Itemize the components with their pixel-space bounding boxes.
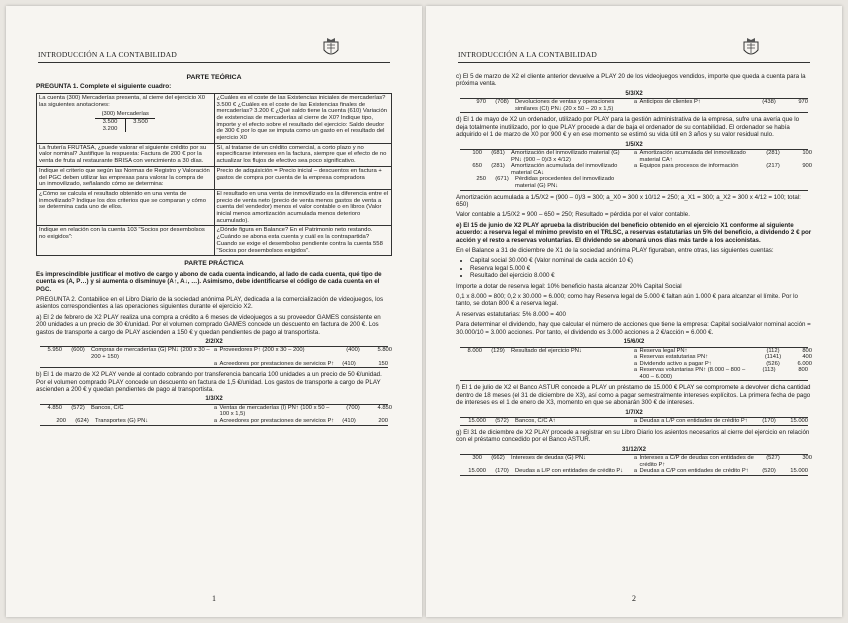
debit-amount: 650 <box>472 163 482 170</box>
debit-amount: 15.000 <box>468 418 486 425</box>
operation-b: b) El 1 de marzo de X2 PLAY vende al contado cobrando por transferencia bancaria 100 unidades a un precio de 50 €/unidad. Por el volumen comprado PLAY concede un descuento en factura de 1,5 €/unidad. Los gastos de transporte a cargo de PLAY ascienden a 200 € y quedan pendientes de pago al transportista. <box>36 371 382 393</box>
header-title: INTRODUCCIÓN A LA CONTABILIDAD <box>38 50 177 59</box>
operation-f: f) El 1 de julio de X2 el Banco ASTUR concede a PLAY un préstamo de 15.000 € PLAY se compromete a devolver dicha cantidad dentro de 18 meses (el 31 de diciembre de X3), así como a pagar semestralmente intereses explícitos. La primera fecha de pago de intereses es el 1 de enero de X3, momento en que se abonarán 300 € de intereses. <box>456 384 811 407</box>
table-row <box>37 93 392 143</box>
credit-account: Reservas estatutarias PN↑ <box>639 354 709 361</box>
credit-code: (400) <box>346 347 360 354</box>
credit-amount: 4.850 <box>377 404 392 411</box>
e-p4: Para determinar el dividendo, hay que calcular el número de acciones que tiene la empresa: Capital social/valor nominal acción = 30.000/10 = 3.000 acciones. Por tanto, el dividendo es 3.000 acciones a 2 €/acción = 6.000 €. <box>456 321 811 336</box>
connector: a <box>213 347 218 354</box>
right-content <box>456 70 812 479</box>
credit-account: Dividendo activo a pagar P↑ <box>639 360 712 367</box>
connector: a <box>633 454 638 461</box>
journal-entry-d <box>456 142 812 191</box>
table-row <box>456 163 812 176</box>
debit-code: (600) <box>71 347 85 354</box>
journal-entry-c <box>456 91 812 114</box>
connector: a <box>213 404 218 411</box>
table-row <box>40 418 388 426</box>
credit-code: (1141) <box>764 354 782 361</box>
credit-code: (527) <box>766 454 780 461</box>
credit-account: Anticipos de clientes P↑ <box>639 99 701 106</box>
connector: a <box>633 367 638 374</box>
theory-answer: ¿Cuáles es el coste de las Existencias iniciales de mercaderías? 3.500 € ¿Cuáles es el coste de las Existencias finales de mercaderías? 3.200 € ¿Qué saldo tiene la cuenta (610) Variación de existencias de mercaderías al cierre de X0? Indique tipo, importe y el efecto sobre el resultado del ejercicio: Saldo deudor de 300 € por lo que se imputa como un gasto en el resultado del ejercicio X0 <box>214 93 392 143</box>
credit-account: Acreedores por prestaciones de servicios P↑ <box>219 360 335 367</box>
list-item: • Resultado del ejercicio 8.000 € <box>470 272 812 279</box>
debit-code: (129) <box>491 347 505 354</box>
credit-amount: 800 <box>802 347 812 354</box>
connector: a <box>633 347 638 354</box>
credit-amount: 5.800 <box>377 347 392 354</box>
theory-table <box>36 93 392 256</box>
debit-account: Amortización del inmovilizado material (G) PN↓ (900 – 0)/3 x 4/12) <box>511 150 620 163</box>
t-account-debit: 3.500 <box>95 119 126 126</box>
table-row <box>460 468 808 476</box>
table-row <box>40 361 388 369</box>
connector: a <box>213 360 218 367</box>
entry-date: 5/3/X2 <box>460 91 808 99</box>
debit-account: Resultado del ejercicio PN↓ <box>511 347 582 354</box>
e-bullets <box>470 257 812 279</box>
debit-account: Pérdidas procedentes del inmovilizado material (G) PN↓ <box>515 176 615 189</box>
credit-amount: 150 <box>378 360 388 367</box>
credit-code: (217) <box>766 163 780 170</box>
journal-entry-f <box>456 410 812 426</box>
t-account-name: (300) Mercaderías <box>95 111 155 119</box>
journal-entry-a <box>36 339 392 368</box>
theory-question: Indique en relación con la cuenta 103 "Socios por desembolsos no exigidos": <box>37 226 215 256</box>
t-account-credit: 3.500 <box>133 118 148 125</box>
debit-account: Intereses de deudas (G) PN↓ <box>511 454 587 461</box>
connector: a <box>633 418 638 425</box>
credit-amount: 800 <box>798 367 808 374</box>
teoria-title: PARTE TEÓRICA <box>186 74 242 81</box>
theory-question: La cuenta (300) Mercaderías presenta, al cierre del ejercicio X0 las siguientes anotaciones: <box>39 94 206 108</box>
left-page <box>6 6 422 617</box>
operation-g: g) El 31 de diciembre de X2 PLAY procede a registrar en su Libro Diario los asientos necesarios al cierre del ejercicio en relación con el préstamo concedido por el Banco ASTUR. <box>456 428 810 444</box>
debit-code: (624) <box>75 417 89 424</box>
debit-code: (708) <box>495 99 509 106</box>
e-balance: En el Balance a 31 de diciembre de X1 de la sociedad anónima PLAY figuraban, entre otras, las siguientes cuentas: <box>456 247 774 255</box>
table-row <box>37 189 392 226</box>
table-row <box>36 347 392 360</box>
entry-date: 31/12/X2 <box>460 447 808 455</box>
entry-date: 15/6/X2 <box>460 339 808 347</box>
credit-code: (526) <box>766 360 780 367</box>
connector: a <box>633 99 638 106</box>
debit-code: (681) <box>491 150 505 157</box>
list-item: • Capital social 30.000 € (Valor nominal de cada acción 10 €) <box>470 257 812 264</box>
e-p3: A reservas estatutarias: 5% 8.000 = 400 <box>456 310 566 318</box>
table-row <box>456 361 812 368</box>
theory-answer: Sí, al tratarse de un crédito comercial, a corto plazo y no especificarse intereses en la factura, siempre que el efecto de no actualizar los flujos de efectivo sea poco significativo. <box>214 143 392 166</box>
right-page-header <box>458 40 810 63</box>
credit-code: (170) <box>762 418 776 425</box>
debit-code: (572) <box>71 404 85 411</box>
e-p2: 0,1 x 8.000 = 800; 0,2 x 30.000 = 6.000; como hay Reserva legal de 5.000 € faltan aún 1.000 € para alcanzar el límite. Por lo tanto, se dotan 800 € a reserva legal. <box>456 293 798 308</box>
theory-question: La frutería FRUTASA, ¿puede valorar el siguiente crédito por su valor nominal? Justifique la respuesta: Factura de 200 € por la venta de fruta al restaurante BRISA con vencimiento a 30 días. <box>37 143 215 166</box>
table-row <box>460 99 808 113</box>
table-row <box>456 150 812 163</box>
table-row <box>456 354 812 361</box>
pregunta-2: PREGUNTA 2. Contabilice en el Libro Diario de la sociedad anónima PLAY, dedicada a la comercialización de videojuegos, los asientos correspondientes a las operaciones siguientes durante el ejercicio X2. <box>36 295 384 311</box>
table-row <box>460 176 808 190</box>
debit-code: (662) <box>491 454 505 461</box>
credit-amount: 15.000 <box>790 418 808 425</box>
credit-account: Reservas voluntarias PN↑ (8.000 – 800 – 400 – 6.000) <box>639 367 746 380</box>
operation-c: c) El 5 de marzo de X2 el cliente anterior devuelve a PLAY 20 de los videojuegos vendidos, importe que queda a cuenta para la próxima venta. <box>456 73 806 88</box>
debit-amount: 300 <box>472 454 482 461</box>
operation-d: d) El 1 de mayo de X2 un ordenador, utilizado por PLAY para la gestión administrativa de la empresa, sufre una avería que lo deja totalmente inutilizado, por lo que PLAY procede a dar de baja el ordenador de su contabilidad. El ordenador se había adquirido el 1 de marzo de X0 por 900 € y en ese momento se estimó su vida útil en 3 años y su valor residual nulo. <box>456 116 800 139</box>
debit-account: Bancos, C/C A↑ <box>515 418 556 425</box>
debit-account: Transportes (G) PN↓ <box>95 417 149 424</box>
debit-amount: 100 <box>472 150 482 157</box>
table-row <box>456 455 812 468</box>
table-row <box>37 143 392 166</box>
credit-amount: 15.000 <box>790 468 808 475</box>
credit-amount: 900 <box>802 163 812 170</box>
credit-code: (113) <box>762 367 776 374</box>
entry-date: 1/3/X2 <box>40 396 388 404</box>
debit-code: (671) <box>495 176 509 183</box>
table-row <box>36 405 392 418</box>
credit-account: Equipos para procesos de información <box>639 163 739 170</box>
university-crest-icon <box>742 36 760 63</box>
connector: a <box>213 417 218 424</box>
connector: a <box>633 150 638 157</box>
debit-account: Deudas a L/P con entidades de crédito P↓ <box>515 468 624 475</box>
debit-amount: 15.000 <box>468 468 486 475</box>
operation-a: a) El 2 de febrero de X2 PLAY realiza una compra a crédito a 6 meses de videojuegos a su proveedor GAMES consistente en 200 unidades a un precio de 30 €/unidad. Por el volumen comprado GAMES concede un descuento en factura de 200 €. Los gastos de transporte a cargo de PLAY ascienden a 150 € y quedan pendientes de pago al transportista. <box>36 313 381 336</box>
credit-amount: 200 <box>378 417 388 424</box>
credit-account: Deudas a L/P con entidades de crédito P↑ <box>639 418 748 425</box>
theory-answer: El resultado en una venta de inmovilizado es la diferencia entre el precio de venta neto (precio de venta menos gastos de venta a cuenta del vendedor) menos el valor contable o en libros (Valor inicial menos amortización acumulada menos deterioro acumulado). <box>214 189 392 226</box>
e-p1: Importe a dotar de reserva legal: 10% beneficio hasta alcanzar 20% Capital Social <box>456 282 682 290</box>
credit-code: (410) <box>342 360 356 367</box>
connector: a <box>633 360 638 367</box>
theory-answer: ¿Dónde figura en Balance? En el Patrimonio neto restando. ¿Cuándo se abona esta cuenta y cuál es la contrapartida? Cuando se exige el desembolso pendiente contra la cuenta 558 "Socios por desembolsos exigidos". <box>214 226 392 256</box>
debit-amount: 8.000 <box>467 347 482 354</box>
entry-date: 2/2/X2 <box>40 339 388 347</box>
t-account <box>95 111 155 132</box>
practica-intro: Es imprescindible justificar el motivo de cargo y abono de cada cuenta indicando, al lado de cada cuenta, qué tipo de cuenta es (A, P…) y si aumenta o disminuye (A↑, A↓, …). Asimismo, debe identificarse el código de cada cuenta en el PGC. <box>36 270 382 293</box>
credit-amount: 400 <box>802 354 812 361</box>
debit-code: (170) <box>495 468 509 475</box>
credit-account: Deudas a C/P con entidades de crédito P↑ <box>639 468 749 475</box>
page-number: 2 <box>632 594 636 603</box>
operation-e: e) El 15 de junio de X2 PLAY aprueba la distribución del beneficio obtenido en el ejercicio X1 conforme al siguiente acuerdo: a reserva legal el mínimo previsto en el TRLSC, a reservas estatutarias un 5% del beneficio, a dividendo 2 € por acción y el resto a reservas voluntarias. El dividendo se abonará unos días más tarde a los accionistas. <box>456 221 812 244</box>
table-row <box>37 226 392 256</box>
calc-d-1: Amortización acumulada a 1/5/X2 = (900 – 0)/3 = 300; a_X0 = 300 x 10/12 = 250; a_X1 = 300; a_X2 = 300 x 4/12 = 100; total: 650) <box>456 193 801 208</box>
credit-account: Intereses a C/P de deudas con entidades de crédito P↑ <box>639 454 754 468</box>
university-crest-icon <box>322 36 340 63</box>
credit-amount: 100 <box>802 150 812 157</box>
debit-code: (572) <box>495 418 509 425</box>
debit-amount: 250 <box>476 176 486 183</box>
credit-amount: 970 <box>798 99 808 106</box>
practica-title: PARTE PRÁCTICA <box>184 260 244 268</box>
connector: a <box>633 163 638 170</box>
debit-amount: 200 <box>56 417 66 424</box>
credit-account: Amortización acumulada del inmovilizado material CA↑ <box>639 150 746 163</box>
debit-amount: 970 <box>476 99 486 106</box>
page-number: 1 <box>212 594 216 603</box>
connector: a <box>633 354 638 361</box>
entry-date: 1/7/X2 <box>460 410 808 418</box>
credit-amount: 6.000 <box>797 360 812 367</box>
credit-code: (410) <box>342 417 356 424</box>
credit-code: (281) <box>766 150 780 157</box>
journal-entry-b <box>36 396 392 425</box>
entry-date: 1/5/X2 <box>460 142 808 150</box>
credit-amount: 300 <box>802 454 812 461</box>
table-row <box>460 418 808 426</box>
table-row <box>37 166 392 189</box>
pregunta-1: PREGUNTA 1. Complete el siguiente cuadro: <box>36 83 172 91</box>
t-account-debit-2: 3.200 <box>95 126 126 133</box>
left-page-header <box>38 40 390 63</box>
credit-code: (520) <box>762 468 776 475</box>
theory-answer: Precio de adquisición = Precio inicial – descuentos en factura + gastos de compra por cuenta de la empresa compradora <box>214 166 392 189</box>
debit-account: Devoluciones de ventas y operaciones similares (CI) PN↓ (20 x 50 – 20 x 1,5) <box>515 99 615 112</box>
debit-amount: 5.950 <box>47 347 62 354</box>
calc-d-2: Valor contable a 1/5/X2 = 900 – 650 = 250; Resultado = pérdida por el valor contable. <box>456 211 690 219</box>
credit-code: (112) <box>766 347 780 354</box>
right-page <box>426 6 842 617</box>
debit-account: Amortización acumulada del inmovilizado material CA↓ <box>511 163 618 176</box>
debit-account: Bancos, C/C <box>91 404 124 411</box>
debit-code: (281) <box>491 163 505 170</box>
journal-entry-g <box>456 447 812 476</box>
table-row <box>460 367 808 381</box>
credit-account: Ventas de mercaderías (I) PN↑ (100 x 50 – 100 x 1,5) <box>219 404 330 418</box>
credit-account: Proveedores P↑ (200 x 30 – 200) <box>219 347 305 354</box>
journal-entry-e <box>456 339 812 381</box>
credit-code: (438) <box>762 99 776 106</box>
theory-question: Indique el criterio que según las Normas de Registro y Valoración del PGC deben utilizar las empresas para valorar la compra de un inmovilizado, señalando cómo se determina: <box>37 166 215 189</box>
credit-account: Reserva legal PN↑ <box>639 347 688 354</box>
debit-account: Compras de mercaderías (G) PN↓ (200 x 30 – 200 + 150) <box>91 347 210 360</box>
debit-amount: 4.850 <box>47 404 62 411</box>
left-content <box>36 72 392 429</box>
connector: a <box>633 468 638 475</box>
list-item: • Reserva legal 5.000 € <box>470 265 812 272</box>
theory-question: ¿Cómo se calcula el resultado obtenido en una venta de inmovilizado? Indique los dos criterios que se comparan y cómo se determina cada uno de ellos. <box>37 189 215 226</box>
credit-account: Acreedores por prestaciones de servicios P↑ <box>219 417 335 424</box>
credit-code: (700) <box>346 404 360 411</box>
header-title: INTRODUCCIÓN A LA CONTABILIDAD <box>458 50 597 59</box>
table-row <box>456 348 812 355</box>
